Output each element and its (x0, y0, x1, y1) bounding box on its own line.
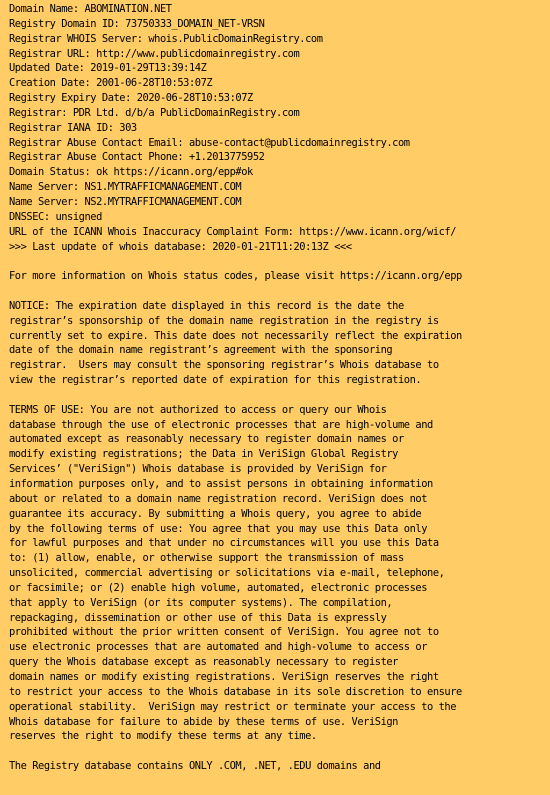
registry-domain-id-line: Registry Domain ID: 73750333_DOMAIN_NET-VRSN (9, 17, 265, 30)
blank-line (9, 744, 550, 759)
terms-of-use-line: that apply to VeriSign (or its computer systems). The compilation, (9, 596, 393, 609)
terms-of-use-line: repackaging, dissemination or other use of this Data is expressly (9, 611, 387, 624)
terms-of-use-line: TERMS OF USE: You are not authorized to access or query our Whois (9, 403, 387, 416)
registrar-whois-server-line: Registrar WHOIS Server: whois.PublicDomainRegistry.com (9, 32, 323, 45)
terms-of-use-line: about or related to a domain name registration record. VeriSign does not (9, 492, 428, 505)
creation-date-line: Creation Date: 2001-06-28T10:53:07Z (9, 77, 213, 90)
registrar-line: Registrar: PDR Ltd. d/b/a PublicDomainRegistry.com (9, 106, 300, 119)
notice-line: registrar’s sponsorship of the domain name registration in the registry is (9, 314, 439, 327)
notice-line: registrar. Users may consult the sponsoring registrar’s Whois database to (9, 359, 439, 372)
notice-line: date of the domain name registrant’s agreement with the sponsoring (9, 344, 393, 357)
blank-line (9, 254, 550, 269)
registry-database-line: The Registry database contains ONLY .COM, .NET, .EDU domains and (9, 760, 381, 773)
notice-line: currently set to expire. This date does not necessarily reflect the expiration (9, 329, 462, 342)
registrar-iana-id-line: Registrar IANA ID: 303 (9, 121, 137, 134)
status-codes-info-line: For more information on Whois status codes, please visit https://icann.org/epp (9, 270, 462, 283)
terms-of-use-line: query the Whois database except as reasonably necessary to register (9, 656, 398, 669)
terms-of-use-line: domain names or modify existing registrations. VeriSign reserves the right (9, 670, 439, 683)
dnssec-line: DNSSEC: unsigned (9, 210, 102, 223)
blank-line (9, 284, 550, 299)
registrar-url-line: Registrar URL: http://www.publicdomainregistry.com (9, 47, 300, 60)
terms-of-use-line: automated except as reasonably necessary to register domain names or (9, 433, 404, 446)
terms-of-use-line: guarantee its accuracy. By submitting a Whois query, you agree to abide (9, 507, 422, 520)
terms-of-use-line: database through the use of electronic processes that are high-volume and (9, 418, 433, 431)
registry-expiry-date-line: Registry Expiry Date: 2020-06-28T10:53:07Z (9, 92, 253, 105)
last-update-line: >>> Last update of whois database: 2020-01-21T11:20:13Z <<< (9, 240, 352, 253)
terms-of-use-line: to: (1) allow, enable, or otherwise support the transmission of mass (9, 552, 404, 565)
terms-of-use-line: information purposes only, and to assist persons in obtaining information (9, 478, 433, 490)
terms-of-use-line: prohibited without the prior written consent of VeriSign. You agree not to (9, 626, 439, 639)
name-server-1-line: Name Server: NS1.MYTRAFFICMANAGEMENT.COM (9, 181, 242, 194)
terms-of-use-line: operational stability. VeriSign may restrict or terminate your access to the (9, 700, 457, 713)
terms-of-use-line: by the following terms of use: You agree that you may use this Data only (9, 522, 428, 535)
notice-line: view the registrar’s reported date of expiration for this registration. (9, 374, 422, 387)
blank-line (9, 388, 550, 403)
abuse-email-line: Registrar Abuse Contact Email: abuse-contact@publicdomainregistry.com (9, 136, 410, 149)
terms-of-use-line: reserves the right to modify these terms at any time. (9, 730, 317, 743)
domain-status-line: Domain Status: ok https://icann.org/epp#ok (9, 166, 253, 179)
notice-line: NOTICE: The expiration date displayed in this record is the date the (9, 299, 404, 312)
icann-complaint-url-line: URL of the ICANN Whois Inaccuracy Complaint Form: https://www.icann.org/wicf/ (9, 225, 457, 238)
terms-of-use-line: unsolicited, commercial advertising or solicitations via e-mail, telephone, (9, 567, 445, 580)
abuse-phone-line: Registrar Abuse Contact Phone: +1.2013775952 (9, 151, 265, 164)
terms-of-use-line: Whois database for failure to abide by these terms of use. VeriSign (9, 715, 398, 728)
terms-of-use-line: or facsimile; or (2) enable high volume, automated, electronic processes (9, 581, 428, 594)
terms-of-use-line: use electronic processes that are automated and high-volume to access or (9, 641, 428, 654)
domain-name-line: Domain Name: ABOMINATION.NET (9, 3, 172, 15)
updated-date-line: Updated Date: 2019-01-29T13:39:14Z (9, 62, 207, 75)
terms-of-use-line: modify existing registrations; the Data in VeriSign Global Registry (9, 448, 398, 461)
terms-of-use-line: to restrict your access to the Whois database in its sole discretion to ensure (9, 685, 462, 698)
terms-of-use-line: for lawful purposes and that under no circumstances will you use this Data (9, 537, 439, 550)
terms-of-use-line: Services’ ("VeriSign") Whois database is provided by VeriSign for (9, 463, 387, 476)
name-server-2-line: Name Server: NS2.MYTRAFFICMANAGEMENT.COM (9, 195, 242, 208)
